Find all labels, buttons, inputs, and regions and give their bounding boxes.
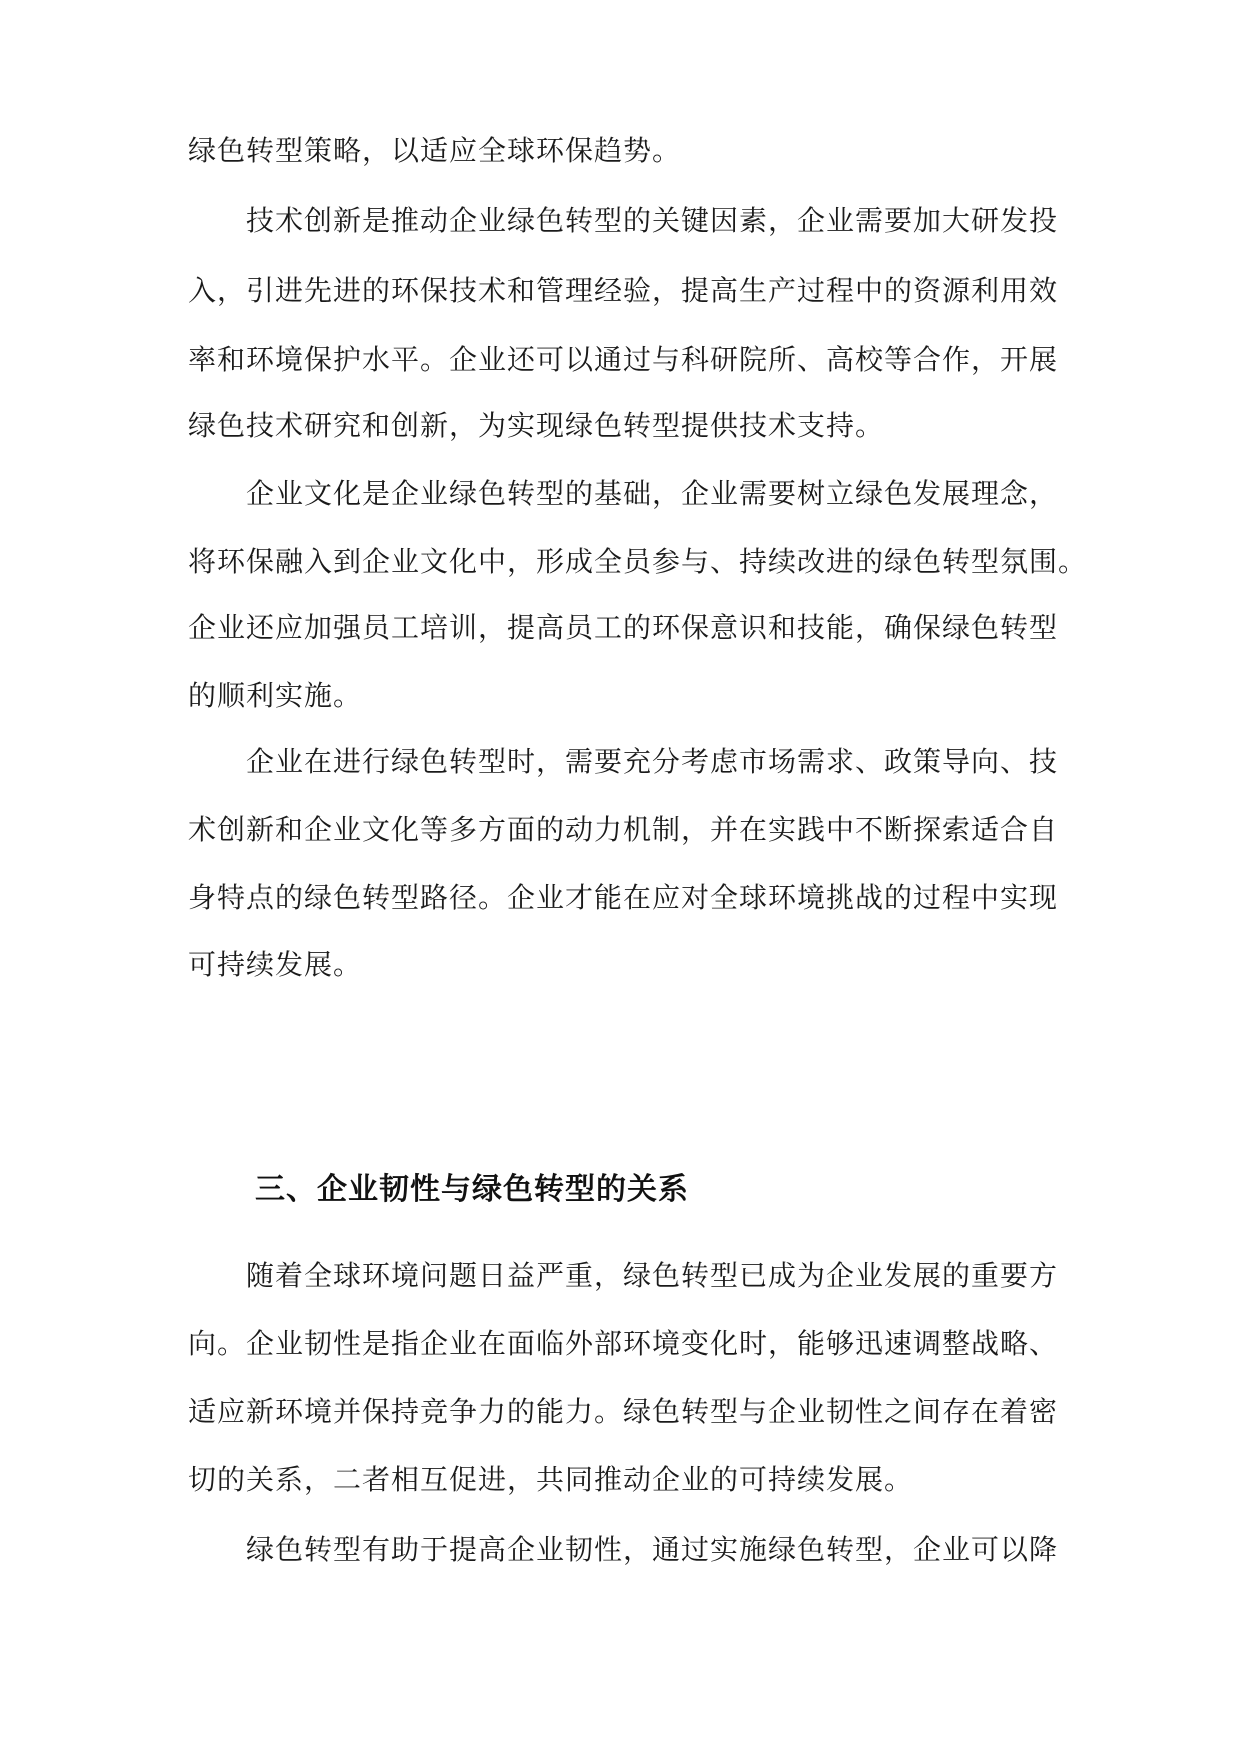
text-line: 切的关系，二者相互促进，共同推动企业的可持续发展。 — [188, 1463, 914, 1496]
text-line: 绿色转型策略，以适应全球环保趋势。 — [188, 134, 682, 167]
paragraph-first-line: 技术创新是推动企业绿色转型的关键因素，企业需要加大研发投 — [246, 204, 1059, 237]
paragraph-first-line: 随着全球环境问题日益严重，绿色转型已成为企业发展的重要方 — [246, 1259, 1059, 1292]
paragraph-first-line: 企业在进行绿色转型时，需要充分考虑市场需求、政策导向、技 — [246, 745, 1059, 778]
text-line: 企业还应加强员工培训，提高员工的环保意识和技能，确保绿色转型 — [188, 611, 1059, 644]
text-line: 的顺利实施。 — [188, 679, 363, 712]
paragraph-first-line: 绿色转型有助于提高企业韧性，通过实施绿色转型，企业可以降 — [246, 1533, 1059, 1566]
section-heading: 三、企业韧性与绿色转型的关系 — [255, 1172, 689, 1207]
text-line: 向。企业韧性是指企业在面临外部环境变化时，能够迅速调整战略、 — [188, 1327, 1059, 1360]
text-line: 将环保融入到企业文化中，形成全员参与、持续改进的绿色转型氛围。 — [188, 545, 1088, 578]
text-line: 率和环境保护水平。企业还可以通过与科研院所、高校等合作，开展 — [188, 343, 1059, 376]
text-line: 可持续发展。 — [188, 948, 363, 981]
paragraph-first-line: 企业文化是企业绿色转型的基础，企业需要树立绿色发展理念， — [246, 477, 1059, 510]
text-line: 适应新环境并保持竞争力的能力。绿色转型与企业韧性之间存在着密 — [188, 1395, 1059, 1428]
text-line: 身特点的绿色转型路径。企业才能在应对全球环境挑战的过程中实现 — [188, 881, 1059, 914]
text-line: 术创新和企业文化等多方面的动力机制，并在实践中不断探索适合自 — [188, 813, 1059, 846]
text-line: 入，引进先进的环保技术和管理经验，提高生产过程中的资源利用效 — [188, 274, 1059, 307]
text-line: 绿色技术研究和创新，为实现绿色转型提供技术支持。 — [188, 409, 885, 442]
